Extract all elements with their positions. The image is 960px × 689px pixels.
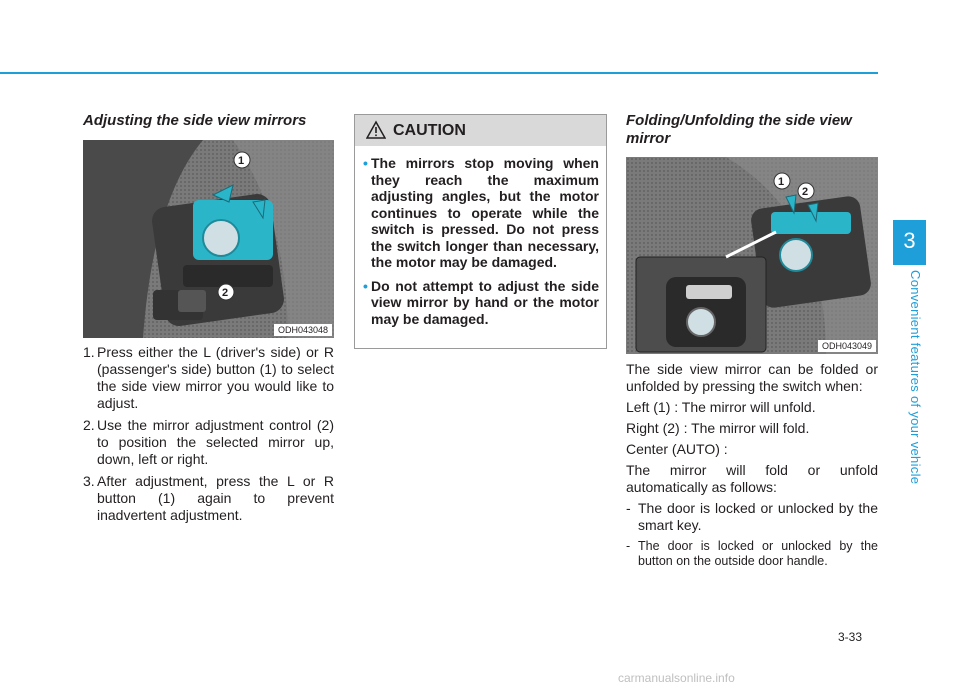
caution-body <box>363 155 599 334</box>
caution-item: • Do not attempt to adjust the side view mirror by hand or the motor may be damaged. <box>363 277 599 327</box>
caution-item: • The mirrors stop moving when they reach the maximum adjusting angles, but the motor continues to operate while the switch is pressed. Do not press the switch longer than necessary, the motor may be damaged. <box>363 155 599 270</box>
folding-switch-photo <box>626 157 878 354</box>
chapter-number: 3 <box>903 228 916 253</box>
step-item: 2. Use the mirror adjustment control (2) to position the selected mirror up, down, left or right. <box>83 417 334 467</box>
left-instructions <box>83 344 334 529</box>
page-number: 3-33 <box>838 630 863 644</box>
section-heading-adjusting: Adjusting the side view mirrors <box>83 112 307 129</box>
header-rule <box>0 72 878 74</box>
paragraph: The side view mirror can be folded or unfolded by pressing the switch when: <box>626 361 878 394</box>
dash-item: - The door is locked or unlocked by the button on the outside door handle. <box>626 539 878 568</box>
callout-1: 1 <box>238 155 245 167</box>
section-heading-folding: Folding/Unfolding the side view mirror <box>626 112 852 147</box>
paragraph: Right (2) : The mirror will fold. <box>626 420 810 436</box>
caution-title: CAUTION <box>393 122 466 139</box>
callout-2: 2 <box>222 287 229 299</box>
paragraph: Left (1) : The mirror will unfold. <box>626 399 816 415</box>
mirror-switch-photo <box>83 140 334 338</box>
watermark-text: carmanualsonline.info <box>618 671 735 685</box>
callout-2: 2 <box>802 186 809 198</box>
chapter-tab <box>893 220 926 265</box>
right-instructions <box>626 361 878 574</box>
warning-triangle-icon <box>366 120 386 140</box>
paragraph: Center (AUTO) : <box>626 441 728 457</box>
image-code: ODH043049 <box>818 340 876 352</box>
image-code: ODH043048 <box>274 324 332 336</box>
paragraph: The mirror will fold or unfold automatically as follows: <box>626 462 878 495</box>
caution-header <box>355 115 606 146</box>
step-item: 3. After adjustment, press the L or R button (1) again to prevent inadvertent adjustment. <box>83 473 334 523</box>
dash-item: - The door is locked or unlocked by the smart key. <box>626 500 878 533</box>
caution-box <box>354 114 607 349</box>
callout-1: 1 <box>778 176 785 188</box>
step-item: 1. Press either the L (driver's side) or R (passenger's side) button (1) to select the side view mirror you would like to adjust. <box>83 344 334 411</box>
chapter-title: Convenient features of your vehicle <box>908 270 923 485</box>
